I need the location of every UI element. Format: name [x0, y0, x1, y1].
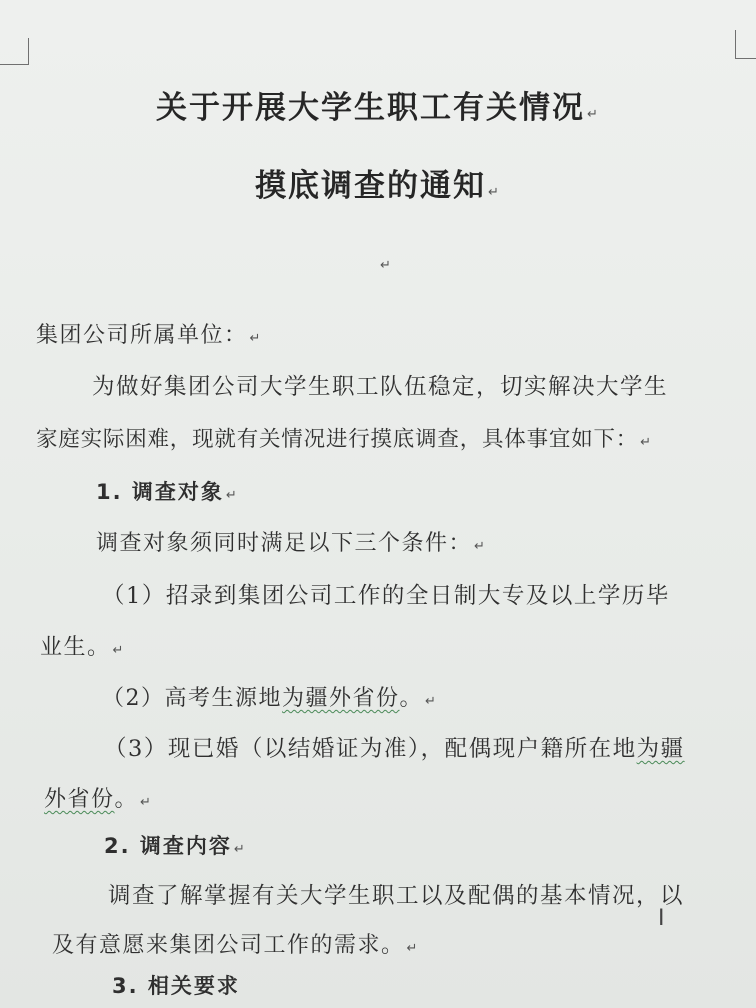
- spellcheck-underlined-text: 为疆外省份: [282, 686, 400, 711]
- condition-1-line-2: [40, 630, 125, 661]
- spellcheck-underlined-text: 为疆: [636, 736, 685, 762]
- section-2-heading: [104, 830, 247, 860]
- condition-3-text-1: （3）现已婚（以结婚证为准），配偶现户籍所在地: [104, 736, 637, 762]
- condition-2-text: （2）高考生源地: [102, 686, 282, 711]
- section-2-heading-text: 2. 调查内容: [104, 834, 232, 858]
- salutation-text: 集团公司所属单位：: [36, 323, 248, 348]
- paragraph-mark-icon: ↵: [225, 488, 239, 503]
- intro-text-1: 为做好集团公司大学生职工队伍稳定，切实解决大学生: [92, 374, 669, 400]
- condition-2-line: [102, 681, 437, 712]
- section-1-heading-text: 1. 调查对象: [96, 480, 224, 504]
- content-line-1: [108, 878, 684, 910]
- paragraph-mark-icon: ↵: [112, 643, 125, 658]
- title-line-2-text: 摸底调查的通知: [255, 168, 487, 204]
- paragraph-mark-icon: ↵: [233, 842, 247, 857]
- intro-line-2: [36, 422, 652, 453]
- condition-3-period: 。: [114, 787, 139, 812]
- paragraph-mark-icon: ↵: [474, 539, 487, 554]
- paragraph-mark-icon: ↵: [140, 795, 153, 810]
- salutation-line: [36, 318, 262, 349]
- condition-1-text-1: （1）招录到集团公司工作的全日制大专及以上学历毕: [102, 583, 670, 609]
- intro-line-1: [92, 369, 668, 401]
- title-line-1-text: 关于开展大学生职工有关情况: [156, 90, 586, 126]
- section-3-heading-text: 3. 相关要求: [112, 974, 240, 998]
- margin-corner-mark-top-right: [735, 30, 756, 59]
- content-text-1: 调查了解掌握有关大学生职工以及配偶的基本情况，以: [108, 883, 685, 909]
- paragraph-mark-icon: ↵: [640, 435, 652, 450]
- paragraph-mark-icon: ↵: [249, 331, 262, 346]
- paragraph-mark-icon: ↵: [488, 185, 501, 200]
- intro-text-2: 家庭实际困难，现就有关情况进行摸底调查，具体事宜如下：: [36, 427, 639, 452]
- content-line-2: [52, 928, 419, 959]
- condition-2-period: 。: [399, 686, 424, 711]
- condition-1-line-1: [102, 578, 670, 610]
- section-1-heading: [96, 476, 239, 506]
- document-title-line-2: [0, 160, 756, 205]
- paragraph-mark-icon: ↵: [406, 941, 419, 956]
- margin-corner-mark-top-left: [0, 38, 29, 65]
- document-title-line-1: [0, 82, 756, 127]
- text-cursor-icon: I: [658, 906, 665, 931]
- paragraph-mark-icon: ↵: [425, 694, 438, 709]
- paragraph-mark-icon: ↵: [380, 258, 391, 273]
- condition-3-line-1: [104, 731, 685, 763]
- spellcheck-underlined-text: 外省份: [44, 787, 115, 812]
- condition-3-line-2: [44, 782, 152, 813]
- condition-1-text-2: 业生。: [40, 635, 111, 660]
- content-text-2: 及有意愿来集团公司工作的需求。: [52, 933, 405, 958]
- conditions-intro-text: 调查对象须同时满足以下三个条件：: [96, 531, 473, 556]
- paragraph-mark-icon: ↵: [587, 107, 600, 122]
- conditions-intro-line: [96, 526, 486, 557]
- section-3-heading: [112, 970, 240, 1000]
